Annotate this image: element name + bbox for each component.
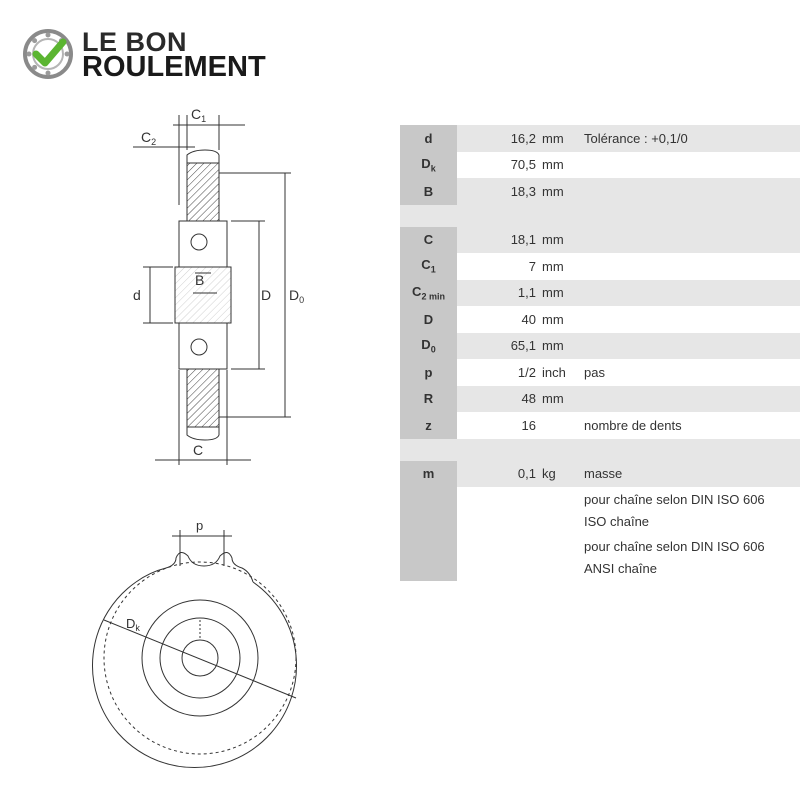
- spec-unit: mm: [542, 125, 574, 152]
- spec-value: 70,5: [457, 152, 542, 179]
- svg-text:C2: [141, 129, 156, 147]
- bearing-check-icon: [22, 28, 74, 80]
- spec-key: p: [424, 364, 433, 380]
- sprocket-front-drawing: [80, 510, 330, 780]
- spec-key-sub: 2 min: [421, 291, 445, 302]
- specs-table: [400, 125, 800, 581]
- spec-key-sub: 1: [430, 265, 436, 276]
- label-d: d: [133, 287, 141, 303]
- spec-value: 18,1: [457, 227, 542, 254]
- brand-line2: ROULEMENT: [82, 51, 266, 83]
- table-row: [400, 412, 800, 439]
- table-row: [400, 227, 800, 254]
- spec-desc: [574, 227, 800, 254]
- chain-ansi-line2: ANSI chaîne: [584, 560, 657, 576]
- label-b: B: [195, 272, 205, 288]
- spec-value: 16,2: [457, 125, 542, 152]
- label-c1-sub: 1: [201, 114, 207, 124]
- spec-desc: masse: [574, 461, 800, 488]
- spec-unit: mm: [542, 280, 574, 307]
- label-c: C: [193, 442, 204, 458]
- label-d0-sub: 0: [299, 295, 305, 305]
- spec-key: D: [421, 336, 431, 352]
- spec-key: R: [423, 391, 434, 407]
- sprocket-section-drawing: [95, 95, 335, 475]
- spec-key: D: [423, 311, 434, 327]
- table-row: [400, 253, 800, 280]
- spec-key: z: [425, 417, 432, 433]
- table-row: [400, 306, 800, 333]
- spec-key: C: [412, 283, 422, 299]
- spec-key: D: [421, 155, 431, 171]
- spec-value: 40: [457, 306, 542, 333]
- spec-desc: [574, 253, 800, 280]
- table-row: [400, 178, 800, 205]
- spec-unit: mm: [542, 152, 574, 179]
- spec-desc: [574, 178, 800, 205]
- spec-desc: [574, 306, 800, 333]
- label-c2-sub: 2: [151, 137, 157, 147]
- spec-value: 48: [457, 386, 542, 413]
- table-row: [400, 125, 800, 152]
- table-spacer: [400, 205, 800, 227]
- spec-value: 7: [457, 253, 542, 280]
- spec-value: 0,1: [457, 461, 542, 488]
- spec-key-sub: 0: [430, 344, 436, 355]
- spec-key: C: [421, 257, 431, 273]
- table-spacer: [400, 439, 800, 461]
- spec-key-sub: k: [430, 163, 436, 174]
- spec-desc: [574, 152, 800, 179]
- spec-value: 18,3: [457, 178, 542, 205]
- label-c1: C: [191, 106, 202, 122]
- spec-value: 1/2: [457, 359, 542, 386]
- table-row: [400, 487, 800, 534]
- table-row: [400, 333, 800, 360]
- spec-unit: inch: [542, 359, 574, 386]
- spec-desc: [574, 280, 800, 307]
- spec-key: d: [424, 130, 433, 146]
- spec-value: 1,1: [457, 280, 542, 307]
- table-row: [400, 534, 800, 581]
- spec-unit: mm: [542, 333, 574, 360]
- chain-iso-line1: pour chaîne selon DIN ISO 606: [584, 491, 765, 507]
- spec-value: 16: [457, 412, 542, 439]
- spec-desc: [574, 333, 800, 360]
- spec-value: 65,1: [457, 333, 542, 360]
- label-d0: D: [289, 287, 300, 303]
- brand-logo: [22, 26, 302, 86]
- table-row: [400, 152, 800, 179]
- svg-text:C1: [191, 106, 206, 124]
- table-row: [400, 359, 800, 386]
- chain-ansi-line1: pour chaîne selon DIN ISO 606: [584, 538, 765, 554]
- spec-unit: mm: [542, 306, 574, 333]
- spec-unit: kg: [542, 461, 574, 488]
- spec-unit: mm: [542, 386, 574, 413]
- label-dk: D: [126, 616, 136, 631]
- table-row: [400, 386, 800, 413]
- spec-key: m: [422, 466, 435, 482]
- label-p: p: [196, 518, 204, 533]
- spec-desc: [574, 386, 800, 413]
- svg-text:D0: [289, 287, 304, 305]
- chain-iso-line2: ISO chaîne: [584, 513, 650, 529]
- spec-key: B: [423, 183, 434, 199]
- spec-desc: pas: [574, 359, 800, 386]
- spec-unit: mm: [542, 253, 574, 280]
- svg-text:Dk: [126, 616, 140, 633]
- brand-line1: LE BON: [82, 27, 188, 57]
- spec-unit: [542, 412, 574, 439]
- table-row: [400, 280, 800, 307]
- spec-desc: Tolérance : +0,1/0: [574, 125, 800, 152]
- label-c2: C: [141, 129, 152, 145]
- spec-desc: nombre de dents: [574, 412, 800, 439]
- spec-unit: mm: [542, 227, 574, 254]
- table-row: [400, 461, 800, 488]
- label-d-big: D: [261, 287, 272, 303]
- spec-key: C: [423, 232, 434, 248]
- spec-unit: mm: [542, 178, 574, 205]
- label-dk-sub: k: [135, 623, 140, 633]
